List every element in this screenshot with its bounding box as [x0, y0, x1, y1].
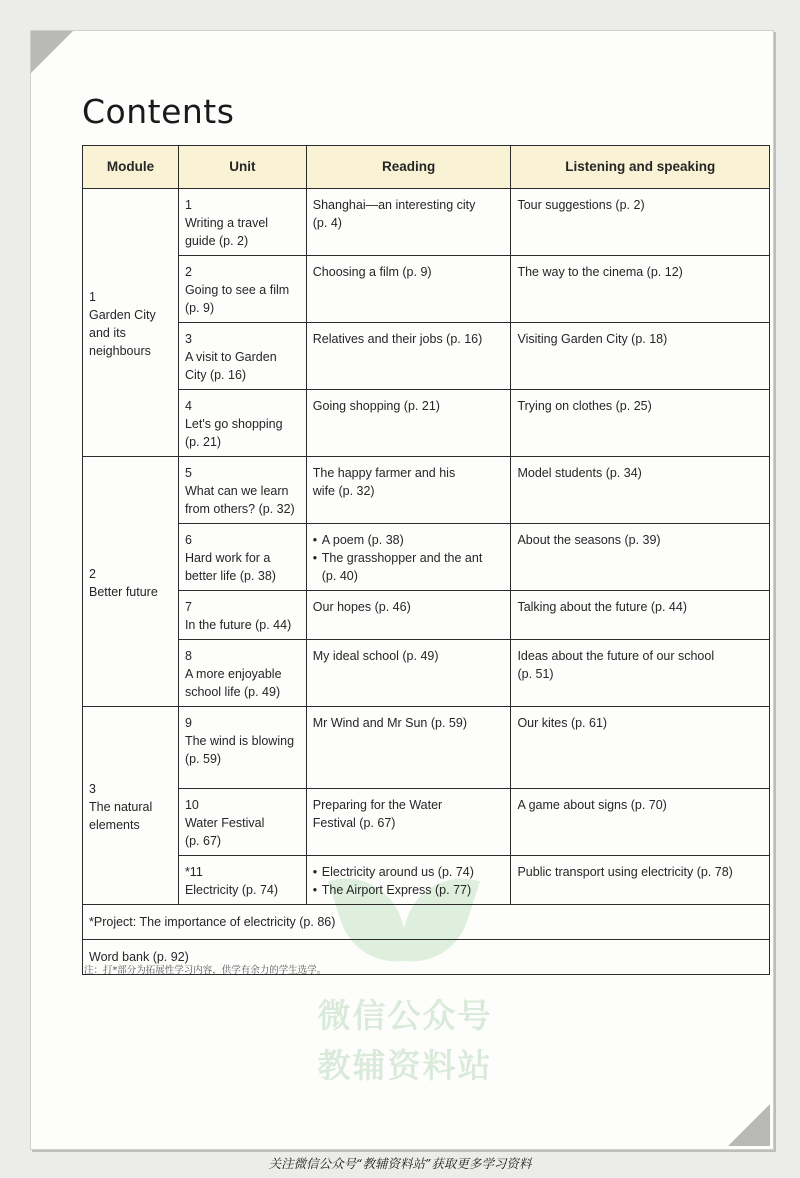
reading-cell	[306, 856, 511, 905]
unit-title: Water Festival	[184, 816, 265, 830]
unit-number: 6	[184, 533, 192, 547]
module-name: Garden City	[89, 307, 156, 322]
reading-text: The happy farmer and his	[312, 466, 456, 480]
word-bank-row: Word bank (p. 92)	[83, 940, 770, 975]
module-cell	[83, 457, 179, 707]
unit-title: City (p. 16)	[184, 368, 247, 382]
reading-cell: Going shopping (p. 21)	[306, 390, 511, 457]
reading-cell: Relatives and their jobs (p. 16)	[306, 323, 511, 390]
listening-cell: Visiting Garden City (p. 18)	[511, 323, 770, 390]
unit-number: 1	[184, 198, 192, 212]
module-name: elements	[89, 817, 140, 832]
table-row	[83, 707, 770, 789]
module-cell	[83, 189, 179, 457]
reading-text: Festival (p. 67)	[312, 816, 396, 830]
header-row	[83, 146, 770, 189]
contents-table	[82, 145, 770, 975]
table-row	[83, 856, 770, 905]
reading-bullet: • The grasshopper and the ant	[313, 549, 505, 567]
listening-cell: About the seasons (p. 39)	[511, 524, 770, 591]
reading-cell	[306, 789, 511, 856]
header-module: Module	[83, 146, 179, 189]
header-unit: Unit	[178, 146, 306, 189]
listening-cell: A game about signs (p. 70)	[511, 789, 770, 856]
page-corner-bottom-right	[728, 1104, 770, 1146]
reading-cell: Our hopes (p. 46)	[306, 591, 511, 640]
unit-cell	[178, 457, 306, 524]
module-number: 2	[89, 566, 96, 581]
footnote: 注：打*部分为拓展性学习内容，供学有余力的学生选学。	[84, 965, 327, 976]
page-corner-top-left	[31, 31, 73, 73]
unit-title: (p. 9)	[184, 301, 215, 315]
listening-cell: Public transport using electricity (p. 78)	[511, 856, 770, 905]
unit-title: Going to see a film	[184, 283, 290, 297]
table-row	[83, 256, 770, 323]
unit-cell	[178, 707, 306, 789]
table-row	[83, 591, 770, 640]
reading-cell	[306, 189, 511, 256]
reading-bullet: • Electricity around us (p. 74)	[313, 863, 505, 881]
table-row	[83, 789, 770, 856]
listening-cell: Tour suggestions (p. 2)	[511, 189, 770, 256]
unit-number: 4	[184, 399, 192, 413]
unit-number: 9	[184, 716, 192, 730]
watermark-text-1: 微信公众号	[317, 996, 493, 1035]
table-row	[83, 905, 770, 940]
reading-text: Preparing for the Water	[312, 798, 443, 812]
unit-title: Let's go shopping	[184, 417, 283, 431]
project-row: *Project: The importance of electricity (p. 86)	[83, 905, 770, 940]
reading-bullet: • The Airport Express (p. 77)	[313, 881, 505, 899]
unit-cell	[178, 189, 306, 256]
unit-title: A visit to Garden	[184, 350, 277, 364]
listening-cell	[511, 640, 770, 707]
reading-cell: Mr Wind and Mr Sun (p. 59)	[306, 707, 511, 789]
reading-bullet: • A poem (p. 38)	[313, 531, 505, 549]
table-row	[83, 524, 770, 591]
module-number: 1	[89, 289, 96, 304]
unit-title: from others? (p. 32)	[184, 502, 295, 516]
reading-text: (p. 40)	[321, 569, 358, 583]
module-name: The natural	[89, 799, 153, 814]
module-cell	[83, 707, 179, 905]
unit-cell	[178, 524, 306, 591]
header-reading: Reading	[306, 146, 511, 189]
unit-number: 7	[184, 600, 192, 614]
unit-cell	[178, 789, 306, 856]
unit-title: (p. 67)	[184, 834, 222, 848]
module-name: and its	[89, 325, 126, 340]
reading-cell: My ideal school (p. 49)	[306, 640, 511, 707]
reading-cell	[306, 524, 511, 591]
module-name: neighbours	[89, 343, 151, 358]
unit-number: 3	[184, 332, 192, 346]
reading-text: Shanghai—an interesting city	[312, 198, 476, 212]
unit-number: 5	[184, 466, 192, 480]
listening-cell: Our kites (p. 61)	[511, 707, 770, 789]
table-row	[83, 640, 770, 707]
unit-number: *11	[184, 865, 203, 879]
listening-cell: Talking about the future (p. 44)	[511, 591, 770, 640]
listening-text: (p. 51)	[517, 667, 554, 681]
unit-title: The wind is blowing	[184, 734, 295, 748]
unit-title: Electricity (p. 74)	[184, 883, 279, 897]
unit-title: A more enjoyable	[184, 667, 282, 681]
unit-cell	[178, 390, 306, 457]
page-title: Contents	[82, 92, 235, 131]
table-row	[83, 189, 770, 256]
unit-title: guide (p. 2)	[184, 234, 249, 248]
module-name: Better future	[89, 584, 158, 599]
unit-cell	[178, 856, 306, 905]
module-number: 3	[89, 781, 96, 796]
reading-cell: Choosing a film (p. 9)	[306, 256, 511, 323]
unit-cell	[178, 256, 306, 323]
unit-title: Writing a travel	[184, 216, 269, 230]
listening-cell: Trying on clothes (p. 25)	[511, 390, 770, 457]
listening-cell: The way to the cinema (p. 12)	[511, 256, 770, 323]
unit-title: Hard work for a	[184, 551, 271, 565]
unit-cell	[178, 640, 306, 707]
table-row	[83, 457, 770, 524]
unit-title: (p. 21)	[184, 435, 222, 449]
unit-title: In the future (p. 44)	[184, 618, 292, 632]
unit-number: 8	[184, 649, 192, 663]
table-row	[83, 323, 770, 390]
reading-text: (p. 4)	[312, 216, 342, 230]
header-listening: Listening and speaking	[511, 146, 770, 189]
table-row	[83, 390, 770, 457]
unit-title: What can we learn	[184, 484, 289, 498]
unit-title: school life (p. 49)	[184, 685, 281, 699]
listening-cell: Model students (p. 34)	[511, 457, 770, 524]
watermark-text-2: 教辅资料站	[317, 1046, 493, 1085]
unit-number: 10	[184, 798, 199, 812]
listening-text: Ideas about the future of our school	[517, 649, 715, 663]
unit-title: better life (p. 38)	[184, 569, 276, 583]
unit-title: (p. 59)	[184, 752, 222, 766]
reading-text: wife (p. 32)	[312, 484, 375, 498]
footer-banner: 关注微信公众号“教辅资料站”获取更多学习资料	[268, 1156, 532, 1171]
unit-cell	[178, 323, 306, 390]
unit-cell	[178, 591, 306, 640]
unit-number: 2	[184, 265, 192, 279]
reading-cell	[306, 457, 511, 524]
